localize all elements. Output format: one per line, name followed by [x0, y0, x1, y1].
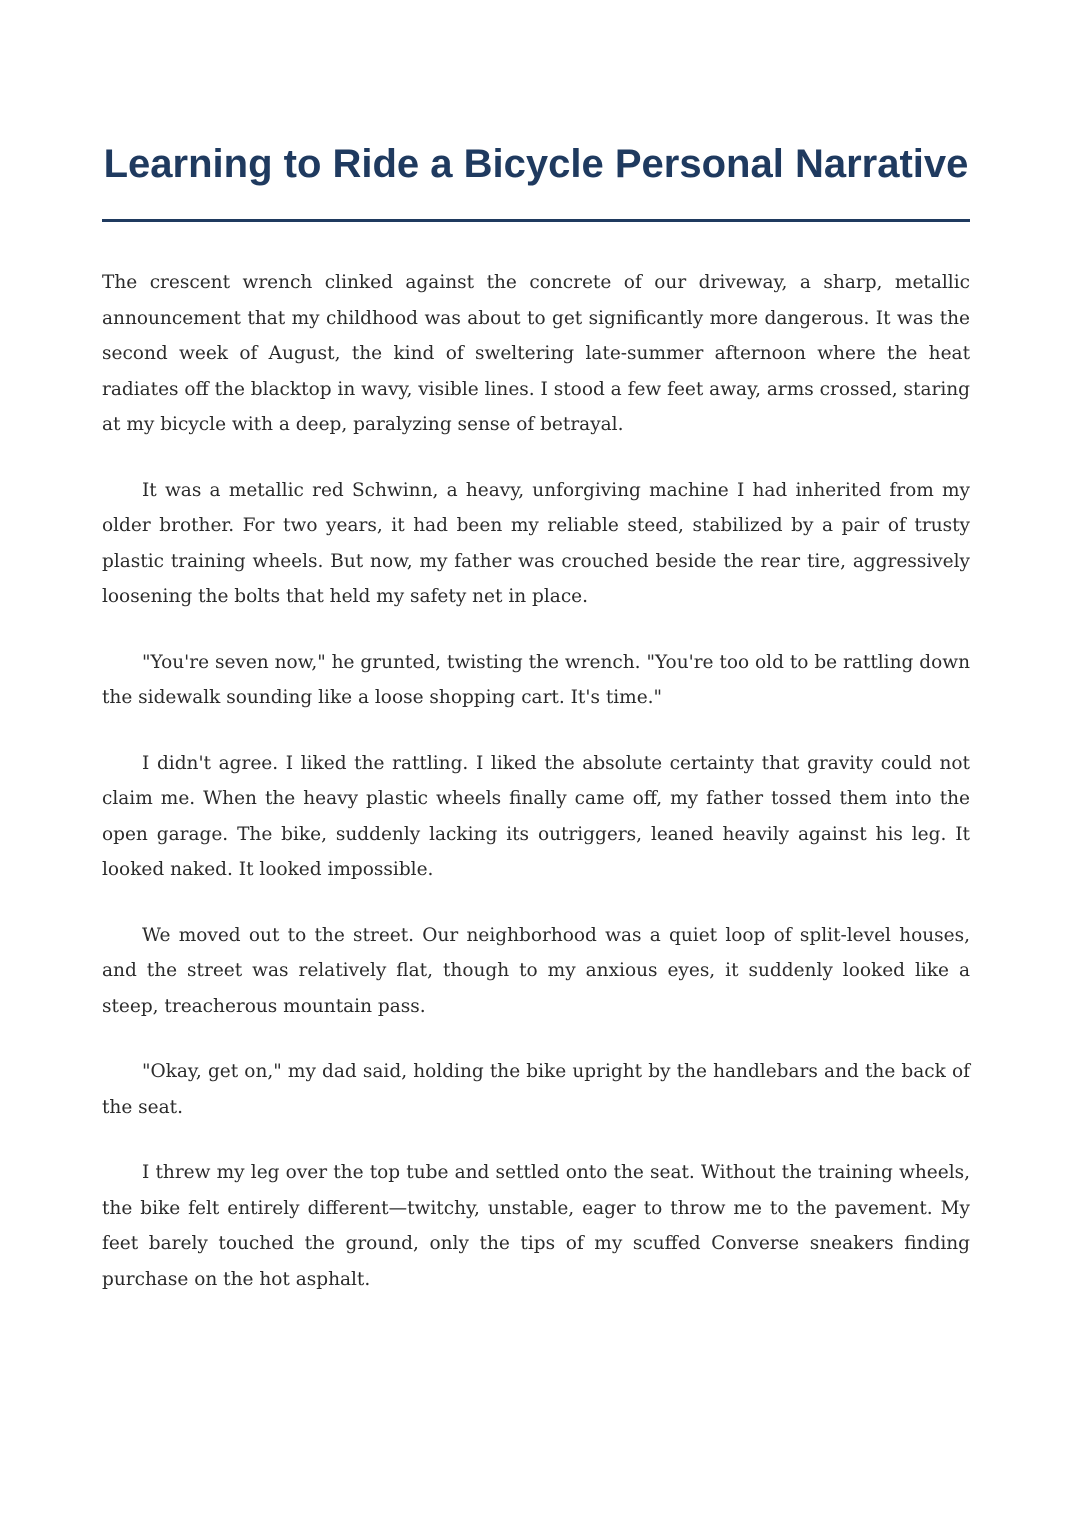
paragraph-5: We moved out to the street. Our neighborhood was a quiet loop of split-level houses, and the street was relatively flat, though to my anxious eyes, it suddenly looked like a steep, treacherous mountain pass.	[102, 924, 970, 1017]
paragraph-2: It was a metallic red Schwinn, a heavy, unforgiving machine I had inherited from my older brother. For two years, it had been my reliable steed, stabilized by a pair of trusty plastic training wheels. But now, my father was crouched beside the rear tire, aggressively loosening the bolts that held my safety net in place.	[102, 479, 970, 607]
document-body	[102, 265, 970, 1297]
paragraph-6: "Okay, get on," my dad said, holding the bike upright by the handlebars and the back of the seat.	[102, 1061, 970, 1118]
document-page	[102, 0, 970, 1327]
paragraph-3: "You're seven now," he grunted, twisting the wrench. "You're too old to be rattling down the sidewalk sounding like a loose shopping cart. It's time."	[102, 651, 970, 708]
title-divider	[102, 219, 970, 222]
paragraph-4: I didn't agree. I liked the rattling. I liked the absolute certainty that gravity could not claim me. When the heavy plastic wheels finally came off, my father tossed them into the open garage. The bike, suddenly lacking its outriggers, leaned heavily against his leg. It looked naked. It looked impossible.	[102, 752, 970, 880]
paragraph-7: I threw my leg over the top tube and settled onto the seat. Without the training wheels, the bike felt entirely different—twitchy, unstable, eager to throw me to the pavement. My feet barely touched the ground, only the tips of my scuffed Converse sneakers finding purchase on the hot asphalt.	[102, 1162, 970, 1290]
document-title: Learning to Ride a Bicycle Personal Narrative	[103, 142, 969, 186]
paragraph-1: The crescent wrench clinked against the concrete of our driveway, a sharp, metallic announcement that my childhood was about to get significantly more dangerous. It was the second week of August, the kind of sweltering late-summer afternoon where the heat radiates off the blacktop in wavy, visible lines. I stood a few feet away, arms crossed, staring at my bicycle with a deep, paralyzing sense of betrayal.	[102, 272, 970, 435]
